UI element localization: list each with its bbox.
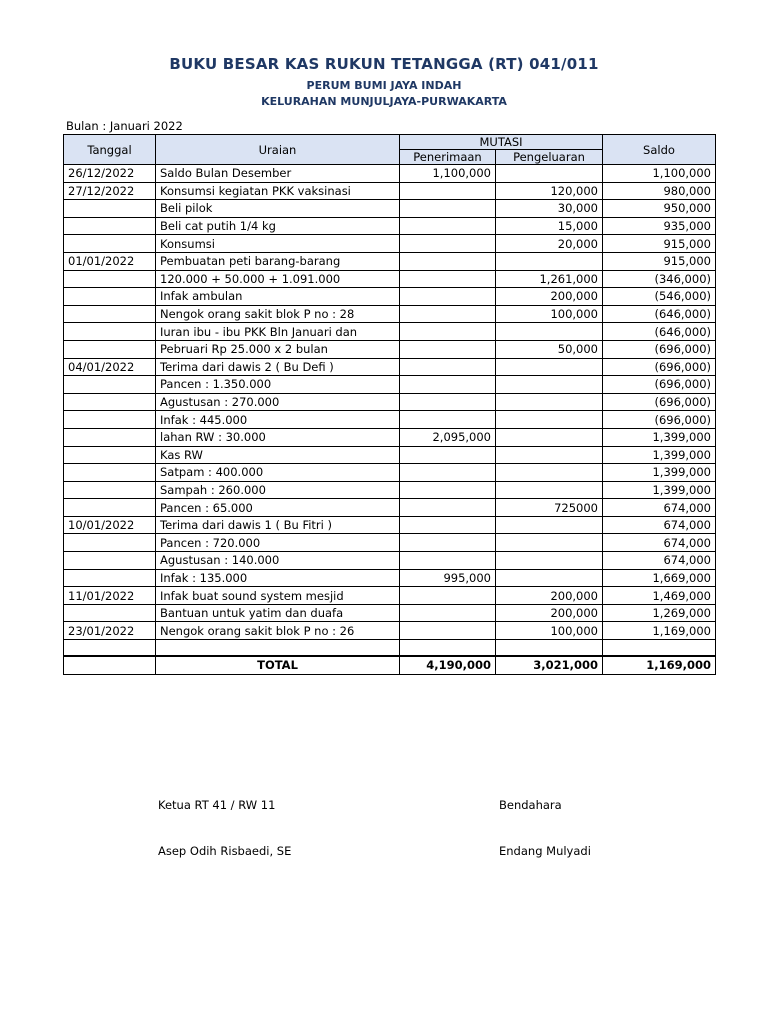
ledger-row <box>64 481 716 499</box>
cell-penerimaan <box>400 587 496 605</box>
signature-name-ketua: Asep Odih Risbaedi, SE <box>158 844 292 858</box>
cell-tanggal <box>64 569 156 587</box>
cell-saldo: 1,469,000 <box>603 587 716 605</box>
ledger-row <box>64 200 716 218</box>
ledger-row <box>64 446 716 464</box>
signature-role-bendahara: Bendahara <box>499 798 562 812</box>
cell-tanggal: 04/01/2022 <box>64 358 156 376</box>
ledger-row <box>64 305 716 323</box>
document-subtitle-kelurahan: KELURAHAN MUNJULJAYA-PURWAKARTA <box>261 95 507 108</box>
cell-pengeluaran: 30,000 <box>496 200 603 218</box>
cell-saldo: (696,000) <box>603 376 716 394</box>
cell-tanggal: 26/12/2022 <box>64 165 156 183</box>
ledger-row <box>64 622 716 640</box>
cell-pengeluaran <box>496 165 603 183</box>
ledger-body <box>64 165 716 657</box>
cell-saldo: (646,000) <box>603 305 716 323</box>
ledger-row <box>64 323 716 341</box>
cell-pengeluaran: 200,000 <box>496 587 603 605</box>
cell-uraian: Konsumsi <box>156 235 400 253</box>
cell-uraian: Infak : 445.000 <box>156 411 400 429</box>
total-pengeluaran: 3,021,000 <box>496 656 603 674</box>
cell-uraian <box>156 640 400 657</box>
cell-pengeluaran <box>496 481 603 499</box>
cell-uraian: Pancen : 720.000 <box>156 534 400 552</box>
month-label: Bulan : Januari 2022 <box>66 119 183 133</box>
cell-tanggal <box>64 534 156 552</box>
cell-saldo: 674,000 <box>603 534 716 552</box>
ledger-row <box>64 499 716 517</box>
ledger-row <box>64 358 716 376</box>
total-label: TOTAL <box>156 656 400 674</box>
cell-penerimaan <box>400 288 496 306</box>
col-header-tanggal: Tanggal <box>64 135 156 165</box>
cell-tanggal <box>64 640 156 657</box>
cell-uraian: Infak buat sound system mesjid <box>156 587 400 605</box>
cell-tanggal <box>64 446 156 464</box>
cell-saldo: 1,399,000 <box>603 481 716 499</box>
col-header-mutasi: MUTASI <box>400 135 603 150</box>
cell-saldo: 674,000 <box>603 499 716 517</box>
cell-pengeluaran <box>496 358 603 376</box>
ledger-table <box>63 134 716 675</box>
cell-saldo: (546,000) <box>603 288 716 306</box>
cell-pengeluaran <box>496 323 603 341</box>
cell-saldo: 1,399,000 <box>603 428 716 446</box>
cell-penerimaan <box>400 534 496 552</box>
col-header-saldo: Saldo <box>603 135 716 165</box>
cell-penerimaan <box>400 217 496 235</box>
cell-tanggal: 27/12/2022 <box>64 182 156 200</box>
cell-tanggal <box>64 305 156 323</box>
cell-penerimaan <box>400 552 496 570</box>
cell-tanggal <box>64 217 156 235</box>
cell-pengeluaran: 50,000 <box>496 340 603 358</box>
cell-penerimaan <box>400 182 496 200</box>
cell-pengeluaran: 120,000 <box>496 182 603 200</box>
cell-saldo: 1,169,000 <box>603 622 716 640</box>
cell-penerimaan <box>400 200 496 218</box>
cell-saldo: 950,000 <box>603 200 716 218</box>
cell-pengeluaran <box>496 428 603 446</box>
cell-uraian: Satpam : 400.000 <box>156 464 400 482</box>
cell-uraian: Kas RW <box>156 446 400 464</box>
cell-uraian: Bantuan untuk yatim dan duafa <box>156 604 400 622</box>
cell-tanggal <box>64 604 156 622</box>
cell-penerimaan <box>400 464 496 482</box>
cell-tanggal <box>64 270 156 288</box>
cell-pengeluaran: 200,000 <box>496 288 603 306</box>
cell-uraian: Nengok orang sakit blok P no : 28 <box>156 305 400 323</box>
cell-tanggal <box>64 428 156 446</box>
cell-saldo: 1,269,000 <box>603 604 716 622</box>
cell-tanggal <box>64 235 156 253</box>
ledger-row <box>64 288 716 306</box>
cell-saldo: 1,399,000 <box>603 446 716 464</box>
cell-pengeluaran: 100,000 <box>496 622 603 640</box>
cell-uraian: Agustusan : 140.000 <box>156 552 400 570</box>
cell-uraian: Konsumsi kegiatan PKK vaksinasi <box>156 182 400 200</box>
cell-penerimaan <box>400 604 496 622</box>
cell-uraian: Pancen : 65.000 <box>156 499 400 517</box>
cell-penerimaan <box>400 358 496 376</box>
cell-penerimaan <box>400 393 496 411</box>
signature-role-ketua: Ketua RT 41 / RW 11 <box>158 798 276 812</box>
cell-penerimaan <box>400 376 496 394</box>
ledger-row <box>64 235 716 253</box>
ledger-row <box>64 252 716 270</box>
cell-pengeluaran <box>496 516 603 534</box>
cell-pengeluaran <box>496 552 603 570</box>
cell-pengeluaran: 100,000 <box>496 305 603 323</box>
cell-pengeluaran <box>496 569 603 587</box>
cell-uraian: Infak : 135.000 <box>156 569 400 587</box>
cell-saldo: 915,000 <box>603 252 716 270</box>
ledger-row <box>64 217 716 235</box>
cell-pengeluaran <box>496 393 603 411</box>
cell-uraian: Infak ambulan <box>156 288 400 306</box>
cell-uraian: 120.000 + 50.000 + 1.091.000 <box>156 270 400 288</box>
cell-uraian: Pancen : 1.350.000 <box>156 376 400 394</box>
cell-uraian: Terima dari dawis 2 ( Bu Defi ) <box>156 358 400 376</box>
ledger-row <box>64 340 716 358</box>
cell-tanggal: 10/01/2022 <box>64 516 156 534</box>
cell-tanggal <box>64 376 156 394</box>
col-header-penerimaan: Penerimaan <box>400 150 496 165</box>
cell-tanggal <box>64 393 156 411</box>
cell-pengeluaran: 15,000 <box>496 217 603 235</box>
ledger-row <box>64 569 716 587</box>
ledger-row <box>64 165 716 183</box>
cell-saldo <box>603 640 716 657</box>
cell-saldo: 935,000 <box>603 217 716 235</box>
cell-uraian: Pebruari Rp 25.000 x 2 bulan <box>156 340 400 358</box>
cell-pengeluaran <box>496 640 603 657</box>
ledger-row <box>64 376 716 394</box>
cell-penerimaan <box>400 499 496 517</box>
cell-uraian: Iuran ibu - ibu PKK Bln Januari dan <box>156 323 400 341</box>
cell-penerimaan <box>400 622 496 640</box>
total-date-cell <box>64 656 156 674</box>
cell-tanggal: 23/01/2022 <box>64 622 156 640</box>
document-subtitle-housing: PERUM BUMI JAYA INDAH <box>306 79 462 92</box>
cell-pengeluaran <box>496 252 603 270</box>
cell-penerimaan: 1,100,000 <box>400 165 496 183</box>
cell-tanggal: 01/01/2022 <box>64 252 156 270</box>
cell-penerimaan <box>400 411 496 429</box>
cell-uraian: Nengok orang sakit blok P no : 26 <box>156 622 400 640</box>
ledger-row <box>64 428 716 446</box>
cell-saldo: (696,000) <box>603 393 716 411</box>
cell-saldo: 674,000 <box>603 552 716 570</box>
ledger-row <box>64 640 716 657</box>
cell-uraian: Sampah : 260.000 <box>156 481 400 499</box>
cell-pengeluaran <box>496 534 603 552</box>
cell-penerimaan <box>400 323 496 341</box>
cell-penerimaan <box>400 446 496 464</box>
cell-saldo: (696,000) <box>603 411 716 429</box>
cell-saldo: 674,000 <box>603 516 716 534</box>
cell-saldo: 1,100,000 <box>603 165 716 183</box>
cell-uraian: Beli cat putih 1/4 kg <box>156 217 400 235</box>
cell-penerimaan <box>400 481 496 499</box>
cell-tanggal <box>64 323 156 341</box>
cell-tanggal <box>64 481 156 499</box>
cell-uraian: lahan RW : 30.000 <box>156 428 400 446</box>
cell-pengeluaran: 1,261,000 <box>496 270 603 288</box>
cell-penerimaan <box>400 270 496 288</box>
signature-name-bendahara: Endang Mulyadi <box>499 844 591 858</box>
col-header-pengeluaran: Pengeluaran <box>496 150 603 165</box>
cell-penerimaan <box>400 516 496 534</box>
cell-penerimaan <box>400 252 496 270</box>
cell-tanggal <box>64 464 156 482</box>
cell-saldo: 1,399,000 <box>603 464 716 482</box>
cell-pengeluaran: 200,000 <box>496 604 603 622</box>
ledger-row <box>64 411 716 429</box>
ledger-row <box>64 393 716 411</box>
ledger-row <box>64 270 716 288</box>
cell-tanggal <box>64 499 156 517</box>
cell-penerimaan <box>400 340 496 358</box>
cell-uraian: Beli pilok <box>156 200 400 218</box>
cell-saldo: (346,000) <box>603 270 716 288</box>
ledger-row <box>64 534 716 552</box>
cell-uraian: Pembuatan peti barang-barang <box>156 252 400 270</box>
cell-pengeluaran <box>496 376 603 394</box>
cell-saldo: (646,000) <box>603 323 716 341</box>
cell-saldo: (696,000) <box>603 358 716 376</box>
total-saldo: 1,169,000 <box>603 656 716 674</box>
cell-pengeluaran <box>496 464 603 482</box>
cell-penerimaan <box>400 235 496 253</box>
cell-penerimaan: 2,095,000 <box>400 428 496 446</box>
cell-penerimaan <box>400 305 496 323</box>
cell-penerimaan: 995,000 <box>400 569 496 587</box>
cell-tanggal: 11/01/2022 <box>64 587 156 605</box>
cell-tanggal <box>64 288 156 306</box>
total-row <box>64 656 716 674</box>
ledger-row <box>64 516 716 534</box>
cell-pengeluaran <box>496 411 603 429</box>
ledger-row <box>64 587 716 605</box>
cell-penerimaan <box>400 640 496 657</box>
cell-uraian: Saldo Bulan Desember <box>156 165 400 183</box>
col-header-uraian: Uraian <box>156 135 400 165</box>
cell-pengeluaran: 20,000 <box>496 235 603 253</box>
ledger-row <box>64 182 716 200</box>
cell-tanggal <box>64 552 156 570</box>
ledger-row <box>64 552 716 570</box>
ledger-row <box>64 464 716 482</box>
total-penerimaan: 4,190,000 <box>400 656 496 674</box>
cell-tanggal <box>64 200 156 218</box>
document-title: BUKU BESAR KAS RUKUN TETANGGA (RT) 041/011 <box>169 55 599 73</box>
cell-saldo: 915,000 <box>603 235 716 253</box>
cell-saldo: 1,669,000 <box>603 569 716 587</box>
cell-pengeluaran: 725000 <box>496 499 603 517</box>
cell-saldo: 980,000 <box>603 182 716 200</box>
cell-uraian: Terima dari dawis 1 ( Bu Fitri ) <box>156 516 400 534</box>
cell-pengeluaran <box>496 446 603 464</box>
cell-uraian: Agustusan : 270.000 <box>156 393 400 411</box>
cell-tanggal <box>64 340 156 358</box>
cell-tanggal <box>64 411 156 429</box>
ledger-row <box>64 604 716 622</box>
cell-saldo: (696,000) <box>603 340 716 358</box>
